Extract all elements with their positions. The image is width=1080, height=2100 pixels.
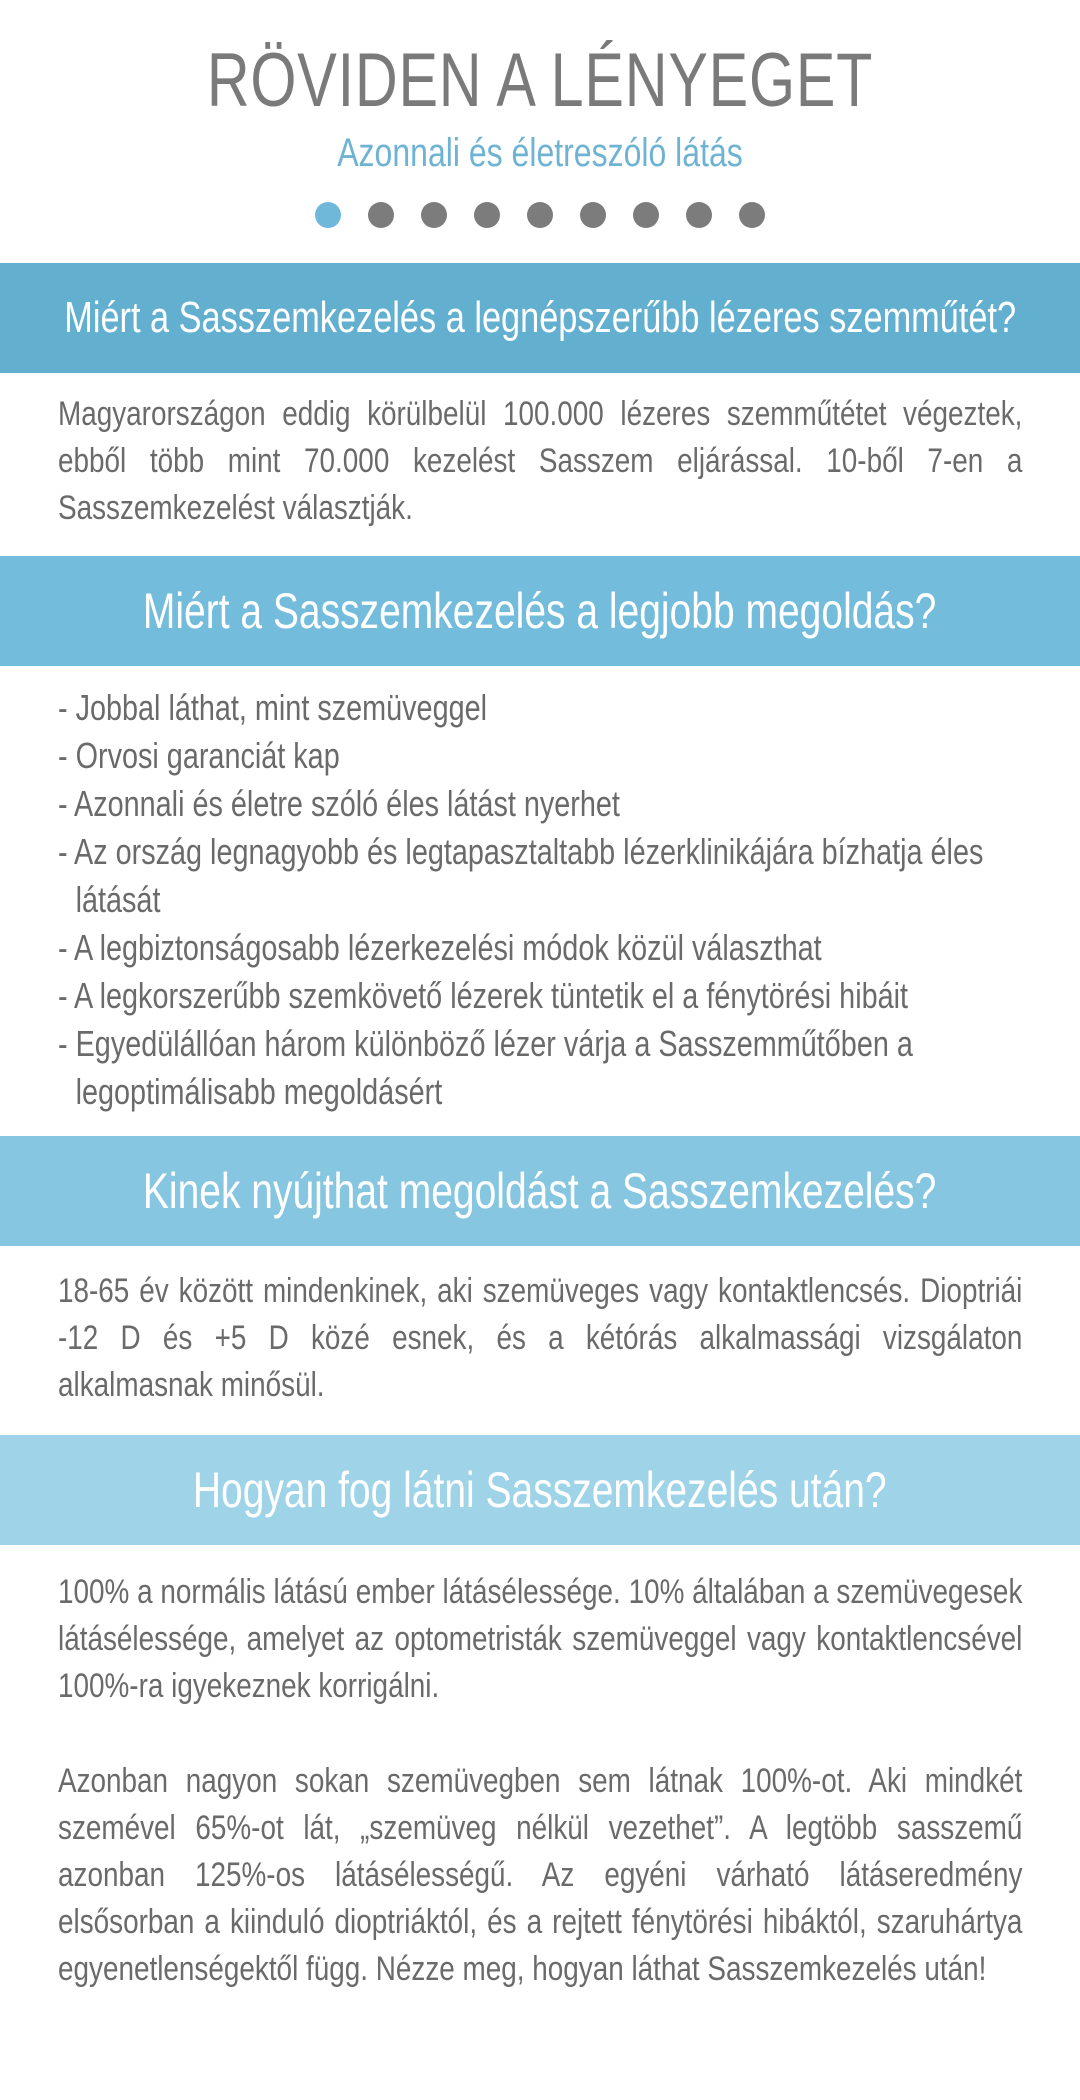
section-body-popularity [0, 373, 1080, 556]
carousel-dot-9[interactable] [739, 202, 765, 228]
carousel-dot-7[interactable] [633, 202, 659, 228]
carousel-dots [0, 202, 1080, 228]
popularity-paragraph: Magyarországon eddig körülbelül 100.000 lézeres szemműtétet végeztek, ebből több mint 70.000 kezelést Sasszem eljárással. 10-ből 7-en a Sasszemkezelést választják. [58, 395, 1023, 527]
section-heading-vision-after: Hogyan fog látni Sasszemkezelés után? [193, 1462, 887, 1518]
section-body-best-solution [0, 666, 1080, 1136]
benefit-item: - Orvosi garanciát kap [58, 735, 340, 776]
benefit-item: - Az ország legnagyobb és legtapasztaltabb lézerklinikájára bízhatja éles látását [58, 831, 984, 920]
eligibility-paragraph: 18-65 év között mindenkinek, aki szemüveges vagy kontaktlencsés. Dioptriái -12 D és +5 D közé esnek, és a kétórás alkalmassági vizsgálaton alkalmasnak minősül. [58, 1272, 1023, 1404]
section-heading-band-vision-after [0, 1435, 1080, 1545]
page-subtitle: Azonnali és életreszóló látás [337, 131, 743, 175]
benefit-item: - Jobbal láthat, mint szemüveggel [58, 687, 488, 728]
page-header [0, 0, 1080, 228]
carousel-dot-3[interactable] [421, 202, 447, 228]
benefit-item: - Egyedülállóan három különböző lézer várja a Sasszemműtőben a legoptimálisabb megoldásért [58, 1023, 913, 1112]
benefits-list [58, 684, 1022, 1116]
vision-paragraph-1: 100% a normális látású ember látásélessége. 10% általában a szemüvegesek látásélessége, amelyet az optometristák szemüveggel vagy kontaktlencsével 100%-ra igyekeznek korrigálni. [58, 1573, 1023, 1705]
section-body-who [0, 1246, 1080, 1435]
section-heading-popularity: Miért a Sasszemkezelés a legnépszerűbb lézeres szemműtét? [64, 293, 1016, 342]
paragraph-spacer [58, 1710, 1022, 1758]
page-title: RÖVIDEN A LÉNYEGET [206, 38, 874, 123]
carousel-dot-4[interactable] [474, 202, 500, 228]
carousel-dot-5[interactable] [527, 202, 553, 228]
carousel-dot-6[interactable] [580, 202, 606, 228]
vision-paragraph-2: Azonban nagyon sokan szemüvegben sem látnak 100%-ot. Aki mindkét szemével 65%-ot lát, „szemüveg nélkül vezethet”. A legtöbb sasszemű azonban 125%-os látásélességű. Az egyéni várható látáseredmény elsősorban a kiinduló dioptriáktól, és a rejtett fénytörési hibáktól, szaruhártya egyenetlenségektől függ. Nézze meg, hogyan láthat Sasszemkezelés után! [58, 1762, 1023, 1988]
section-heading-who: Kinek nyújthat megoldást a Sasszemkezelés? [143, 1163, 937, 1219]
carousel-dot-1[interactable] [315, 202, 341, 228]
section-body-vision-after [0, 1545, 1080, 1993]
benefit-item: - A legbiztonságosabb lézerkezelési módok közül választhat [58, 927, 822, 968]
section-heading-band-who [0, 1136, 1080, 1246]
carousel-dot-8[interactable] [686, 202, 712, 228]
section-heading-best-solution: Miért a Sasszemkezelés a legjobb megoldás? [143, 583, 937, 639]
section-heading-band-popularity [0, 263, 1080, 373]
section-heading-band-best-solution [0, 556, 1080, 666]
carousel-dot-2[interactable] [368, 202, 394, 228]
benefit-item: - A legkorszerűbb szemkövető lézerek tüntetik el a fénytörési hibáit [58, 975, 909, 1016]
benefit-item: - Azonnali és életre szóló éles látást nyerhet [58, 783, 620, 824]
